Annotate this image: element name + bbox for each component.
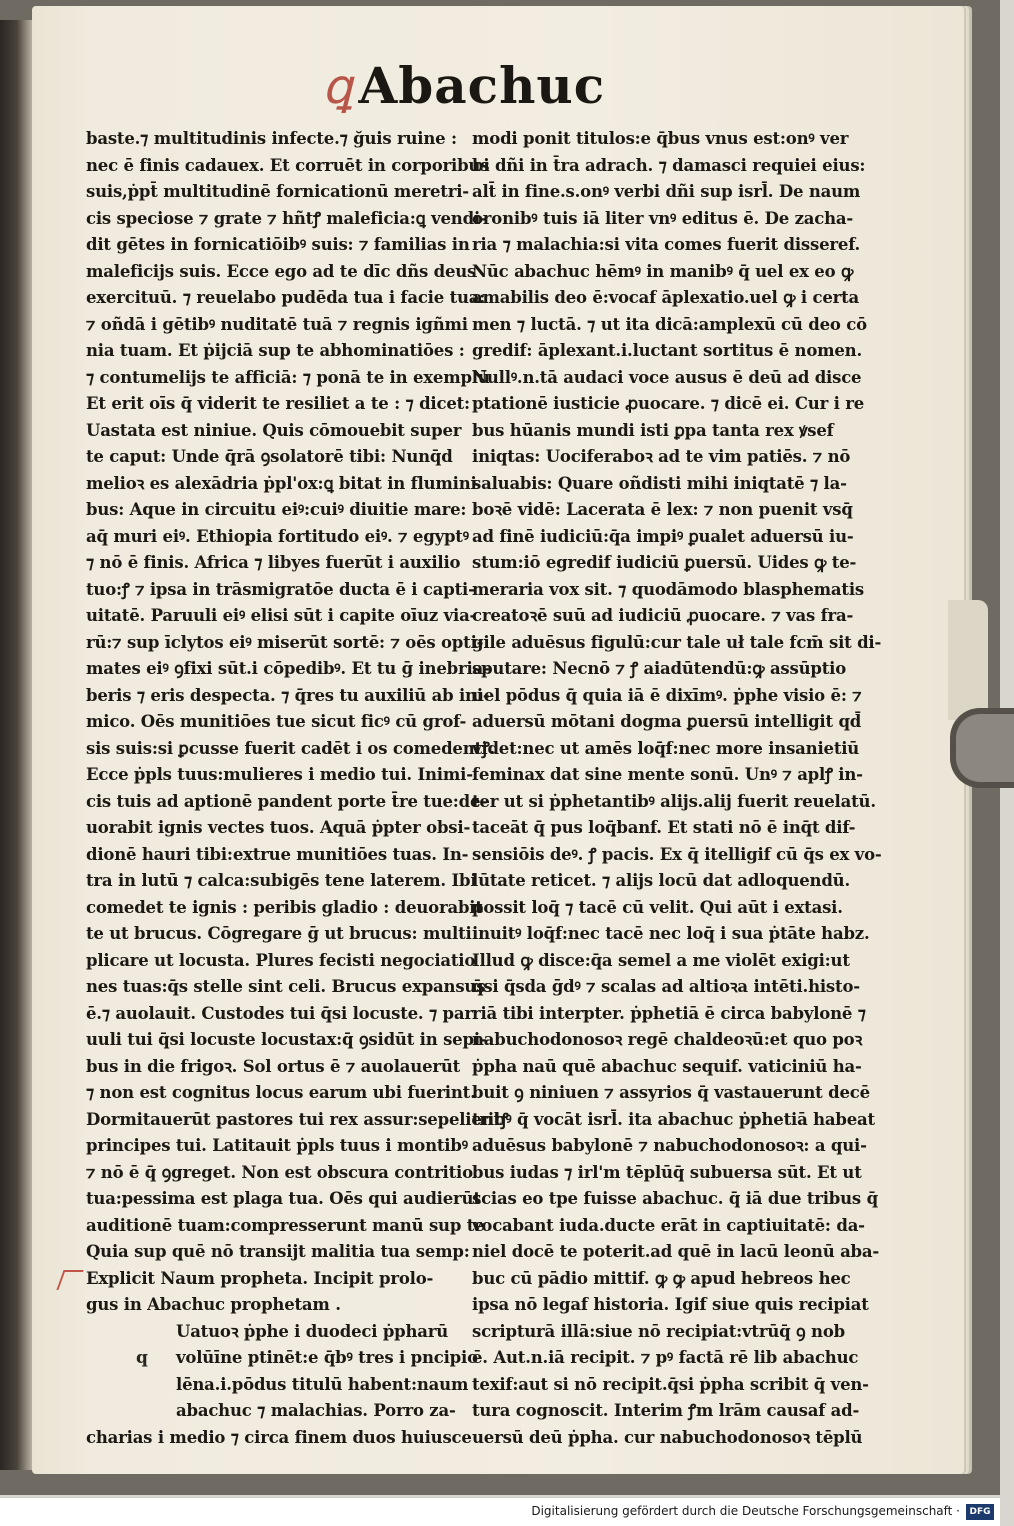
guide-letter: q bbox=[136, 1348, 148, 1368]
dfg-logo-icon: DFG bbox=[966, 1504, 994, 1520]
running-head: Abachuc bbox=[358, 56, 606, 115]
text-line: aduersū mōtani dogma ꝑuersū intelligit qd̄ bbox=[472, 712, 862, 731]
left-column bbox=[86, 126, 509, 1451]
text-line: Illud ꝙ disce:q̄a semel a me violēt exigi:ut bbox=[472, 950, 850, 970]
text-line: ⁊ nō ē finis. Africa ⁊ libyes fuerūt i auxilio bbox=[86, 553, 461, 572]
right-column bbox=[472, 126, 882, 1451]
text-line: saluabis: Quare oñdisti mihi iniqtatē ⁊ la- bbox=[472, 473, 847, 493]
text-line: baste.⁊ multitudinis infecte.⁊ ğuis ruine : bbox=[86, 129, 457, 148]
text-line: uitatē. Paruuli eiꝰ elisi sūt i capite oīuz via- bbox=[86, 606, 477, 625]
text-line: Ecce ṗpls tuus:mulieres i medio tui. Inimi- bbox=[86, 765, 473, 784]
text-line: Uastata est niniue. Quis cōmouebit super bbox=[86, 420, 462, 440]
text-line: bus: Aque in circuitu eiꝰ:cuiꝰ diuitie mare: bbox=[86, 500, 467, 519]
text-line: uel pōdus q̄ quia iā ē dixīmꝰ. ṗphe visio ē: ⁊ bbox=[472, 685, 862, 705]
running-head-block bbox=[322, 56, 606, 115]
page-surface bbox=[32, 6, 964, 1474]
text-line: uersū deū ṗpha. cur nabuchodonosoꝛ tēplū bbox=[472, 1427, 863, 1447]
text-line: videt:nec ut amēs loq̄f:nec more insanietiū bbox=[472, 738, 860, 758]
text-line: creatoꝛē suū ad iudiciū ꝓuocare. ⁊ vas fra- bbox=[472, 606, 854, 625]
text-line: Nūc abachuc hēmꝰ in manibꝰ q̄ uel ex eo ꝙ bbox=[472, 261, 854, 281]
text-line: te ut brucus. Cōgregare ḡ ut brucus: multi bbox=[86, 924, 472, 943]
text-line: cis tuis ad aptionē pandent porte t̄re tue:de- bbox=[86, 791, 487, 811]
text-line: gile aduēsus figulū:cur tale uł tale fcm̄ sit di- bbox=[472, 632, 882, 652]
text-line: aq̄ muri eiꝰ. Ethiopia fortitudo eiꝰ. ⁊ egyptꝰ bbox=[86, 526, 469, 546]
text-line: ⁊ oñdā i gētibꝰ nuditatē tuā ⁊ regnis igñmi bbox=[86, 314, 468, 334]
text-line: ṗpha naū quē abachuc sequif. vaticiniū ha- bbox=[472, 1056, 862, 1076]
text-line: nec ē finis cadauex. Et corruēt in corporibus bbox=[86, 155, 490, 175]
text-line: texif:aut si nō recipit.q̄si ṗpha scribit q̄ ven- bbox=[472, 1374, 869, 1394]
text-line: ter ut si ṗphetantibꝰ alijs.alij fuerit reuelatū. bbox=[472, 791, 876, 811]
text-line: gus in Abachuc prophetam . bbox=[86, 1295, 341, 1314]
text-line: ad finē iudiciū:q̄a impiꝰ ꝑualet aduersū iu- bbox=[472, 526, 854, 546]
text-line: feminax dat sine mente sonū. Unꝰ ⁊ aplꝭ in- bbox=[472, 765, 863, 784]
text-line: tuo:ꝭ ⁊ ipsa in trāsmigratōe ducta ē i capti- bbox=[86, 579, 475, 599]
text-line: tura cognoscit. Interim ꝭm lrām causaf ad- bbox=[472, 1401, 860, 1420]
funding-credit: Digitalisierung gefördert durch die Deutsche Forschungsgemeinschaft · bbox=[531, 1504, 960, 1518]
text-line: scias eo tpe fuisse abachuc. q̄ iā due tribus q̄ bbox=[472, 1189, 878, 1208]
text-line: rū:⁊ sup īclytos eiꝰ miserūt sortē: ⁊ oēs opti- bbox=[86, 632, 484, 652]
text-line: amabilis deo ē:vocaf āplexatio.uel ꝙ i certa bbox=[472, 288, 860, 307]
text-line: dit gētes in fornicatiōibꝰ suis: ⁊ familias in bbox=[86, 235, 470, 254]
text-line: ē.⁊ auolauit. Custodes tui q̄si locuste. ⁊ par bbox=[86, 1003, 473, 1023]
prologue-line: Uatuoꝛ ṗphe i duodeci ṗpharū bbox=[176, 1321, 449, 1341]
text-line: uorabit ignis vectes tuos. Aquā ṗpter obsi- bbox=[86, 818, 471, 837]
text-line: bus iudas ⁊ irl'm tēplūq̄ subuersa sūt. Et ut bbox=[472, 1162, 862, 1182]
text-line: oronibꝰ tuis iā liter vnꝰ editus ē. De zacha- bbox=[472, 208, 854, 228]
text-line: exercituū. ⁊ reuelabo pudēda tua i facie tua: bbox=[86, 288, 486, 307]
text-line: niel docē te poterit.ad quē in lacū leonū aba- bbox=[472, 1242, 880, 1261]
prologue-line: charias i medio ⁊ circa finem duos huiusce bbox=[86, 1427, 472, 1447]
prologue-line: volūīne ptinēt:e q̄bꝰ tres i pncipio q bbox=[86, 1345, 466, 1372]
text-line: suis,ṗpt̄ multitudinē fornicationū meretri- bbox=[86, 182, 469, 201]
text-line: bus hūanis mundi isti ꝑpa tanta rex ꝟsef bbox=[472, 420, 834, 440]
text-line: inuitꝰ loq̄f:nec tacē nec loq̄ i sua ṗtāte habz. bbox=[472, 924, 870, 943]
text-line: maleficijs suis. Ecce ego ad te dīc dñs deus bbox=[86, 261, 477, 281]
text-line: tua:pessima est plaga tua. Oēs qui audierūt bbox=[86, 1189, 481, 1208]
text-line: ptationē iusticie ꝓuocare. ⁊ dicē ei. Cur i re bbox=[472, 394, 865, 413]
prologue-line: abachuc ⁊ malachias. Porro za- bbox=[176, 1401, 456, 1420]
text-line: Quia sup quē nō transijt malitia tua semp: bbox=[86, 1242, 470, 1261]
text-line: sputare: Necnō ⁊ ꝭ aiadūtendū:ꝙ assūptio bbox=[472, 659, 847, 678]
text-line: beris ⁊ eris despecta. ⁊ q̄res tu auxiliū ab ini- bbox=[86, 685, 490, 705]
text-line: mates eiꝰ ꝯfixi sūt.i cōpedibꝰ. Et tu ḡ inebria- bbox=[86, 659, 490, 678]
text-line: buit ꝯ niniuen ⁊ assyrios q̄ vastauerunt decē bbox=[472, 1083, 870, 1102]
text-line: tra in lutū ⁊ calca:subigēs tene laterem. Ibi bbox=[86, 871, 477, 890]
text-line: Nullꝰ.n.tā audaci voce ausus ē deū ad disce bbox=[472, 367, 862, 387]
text-line: nabuchodonosoꝛ regē chaldeoꝛū:et quo poꝛ bbox=[472, 1030, 863, 1049]
text-line: gredif: āplexant.i.luctant sortitus ē nomen. bbox=[472, 341, 863, 360]
rubric-mark-icon: ꝗ bbox=[322, 59, 353, 115]
text-line: possit loq̄ ⁊ tacē cū velit. Qui aūt i extasi. bbox=[472, 897, 843, 917]
text-line: vocabant iuda.ducte erāt in captiuitatē: da- bbox=[472, 1215, 865, 1235]
page-edge-fold bbox=[948, 600, 988, 720]
text-line: auditionē tuam:compresserunt manū sup te bbox=[86, 1215, 485, 1235]
text-line: stum:iō egredif iudiciū ꝑuersū. Uides ꝙ te- bbox=[472, 553, 857, 572]
text-line: bi dñi in t̄ra adrach. ⁊ damasci requiei eius: bbox=[472, 155, 866, 175]
text-line: dionē hauri tibi:extrue munitiōes tuas. In- bbox=[86, 844, 469, 864]
text-line: ⁊ contumelijs te afficiā: ⁊ ponā te in exemplū bbox=[86, 367, 490, 387]
text-line: iniqtas: Uociferaboꝛ ad te vim patiēs. ⁊ nō bbox=[472, 447, 851, 466]
text-line: sensiōis deꝰ. ꝭ pacis. Ex q̄ itelligif cū q̄s ex vo- bbox=[472, 844, 882, 864]
text-line: te caput: Unde q̄rā ꝯsolatorē tibi: Nunq̄d bbox=[86, 447, 453, 466]
text-line: melioꝛ es alexādria ṗpl'ox:ꝗ bitat in flumini bbox=[86, 473, 477, 493]
text-line: alt̄ in fine.s.onꝰ verbi dñi sup isrl̄. De naum bbox=[472, 182, 861, 201]
text-line: lūtate reticet. ⁊ alijs locū dat adloquendū. bbox=[472, 871, 851, 890]
digitization-footer bbox=[0, 1497, 1000, 1526]
text-line: plicare ut locusta. Plures fecisti negociatio bbox=[86, 950, 476, 970]
text-line: sis suis:si ꝑcusse fuerit cadēt i os comedentꝭ. bbox=[86, 738, 496, 758]
text-line: comedet te ignis : peribis gladio : deuorabit bbox=[86, 897, 483, 917]
text-line: principes tui. Latitauit ṗpls tuus i montibꝰ bbox=[86, 1136, 468, 1155]
text-line: uuli tui q̄si locuste locustax:q̄ ꝯsidūt in sepi- bbox=[86, 1030, 487, 1049]
text-line: buc cū pādio mittif. ꝙ ꝙ apud hebreos hec bbox=[472, 1268, 851, 1288]
text-line: modi ponit titulos:e q̄bus vnus est:onꝰ ver bbox=[472, 129, 849, 148]
text-line: Explicit Naum propheta. Incipit prolo- bbox=[86, 1266, 466, 1293]
text-line: boꝛē vidē: Lacerata ē lex: ⁊ non puenit vsq̄ bbox=[472, 500, 853, 519]
prologue-line: lēna.i.pōdus titulū habent:naum bbox=[176, 1374, 469, 1394]
text-line: bus in die frigoꝛ. Sol ortus ē ⁊ auolauerūt bbox=[86, 1056, 461, 1076]
text-line: aduēsus babylonē ⁊ nabuchodonosoꝛ: a qui- bbox=[472, 1136, 867, 1155]
text-line: meraria vox sit. ⁊ quodāmodo blasphematis bbox=[472, 579, 864, 599]
text-line: men ⁊ luctā. ⁊ ut ita dicā:amplexū cū deo cō bbox=[472, 314, 867, 334]
text-line: taceāt q̄ pus loq̄banf. Et stati nō ē inq̄t dif- bbox=[472, 818, 856, 837]
text-line: nes tuas:q̄s stelle sint celi. Brucus expansus bbox=[86, 977, 486, 996]
text-line: ⁊ non est cognitus locus earum ubi fuerint. bbox=[86, 1083, 476, 1102]
text-line: tribꝰ q̄ vocāt isrl̄. ita abachuc ṗphetiā habeat bbox=[472, 1109, 875, 1129]
text-line: ipsa nō legaf historia. Igif siue quis recipiat bbox=[472, 1295, 869, 1314]
text-line: ria ⁊ malachia:si vita comes fuerit disseref. bbox=[472, 235, 861, 254]
text-line: Et erit oīs q̄ viderit te resiliet a te : ⁊ dicet: bbox=[86, 394, 470, 413]
text-line: mico. Oēs munitiōes tue sicut ficꝰ cū grof- bbox=[86, 712, 467, 731]
text-line: ⁊ nō ē q̄ ꝯgreget. Non est obscura contritio bbox=[86, 1162, 473, 1182]
text-line: ē. Aut.n.iā recipit. ⁊ pꝰ factā rē lib abachuc bbox=[472, 1348, 859, 1367]
text-line: Dormitauerūt pastores tui rex assur:sepelientꝭ bbox=[86, 1109, 509, 1129]
text-line: scripturā illā:siue nō recipiat:vtrūq̄ ꝯ nob bbox=[472, 1321, 845, 1341]
text-line: cis speciose ⁊ grate ⁊ hñtꝭ maleficia:ꝗ vendi- bbox=[86, 208, 487, 228]
text-line: nia tuam. Et ṗijciā sup te abhominatiōes : bbox=[86, 341, 465, 360]
text-line: q̄si q̄sda ḡdꝰ ⁊ scalas ad altioꝛa intēti.histo- bbox=[472, 977, 860, 996]
book-clasp bbox=[950, 708, 1014, 788]
text-line: riā tibi interpter. ṗphetiā ē circa babylonē ⁊ bbox=[472, 1003, 866, 1023]
